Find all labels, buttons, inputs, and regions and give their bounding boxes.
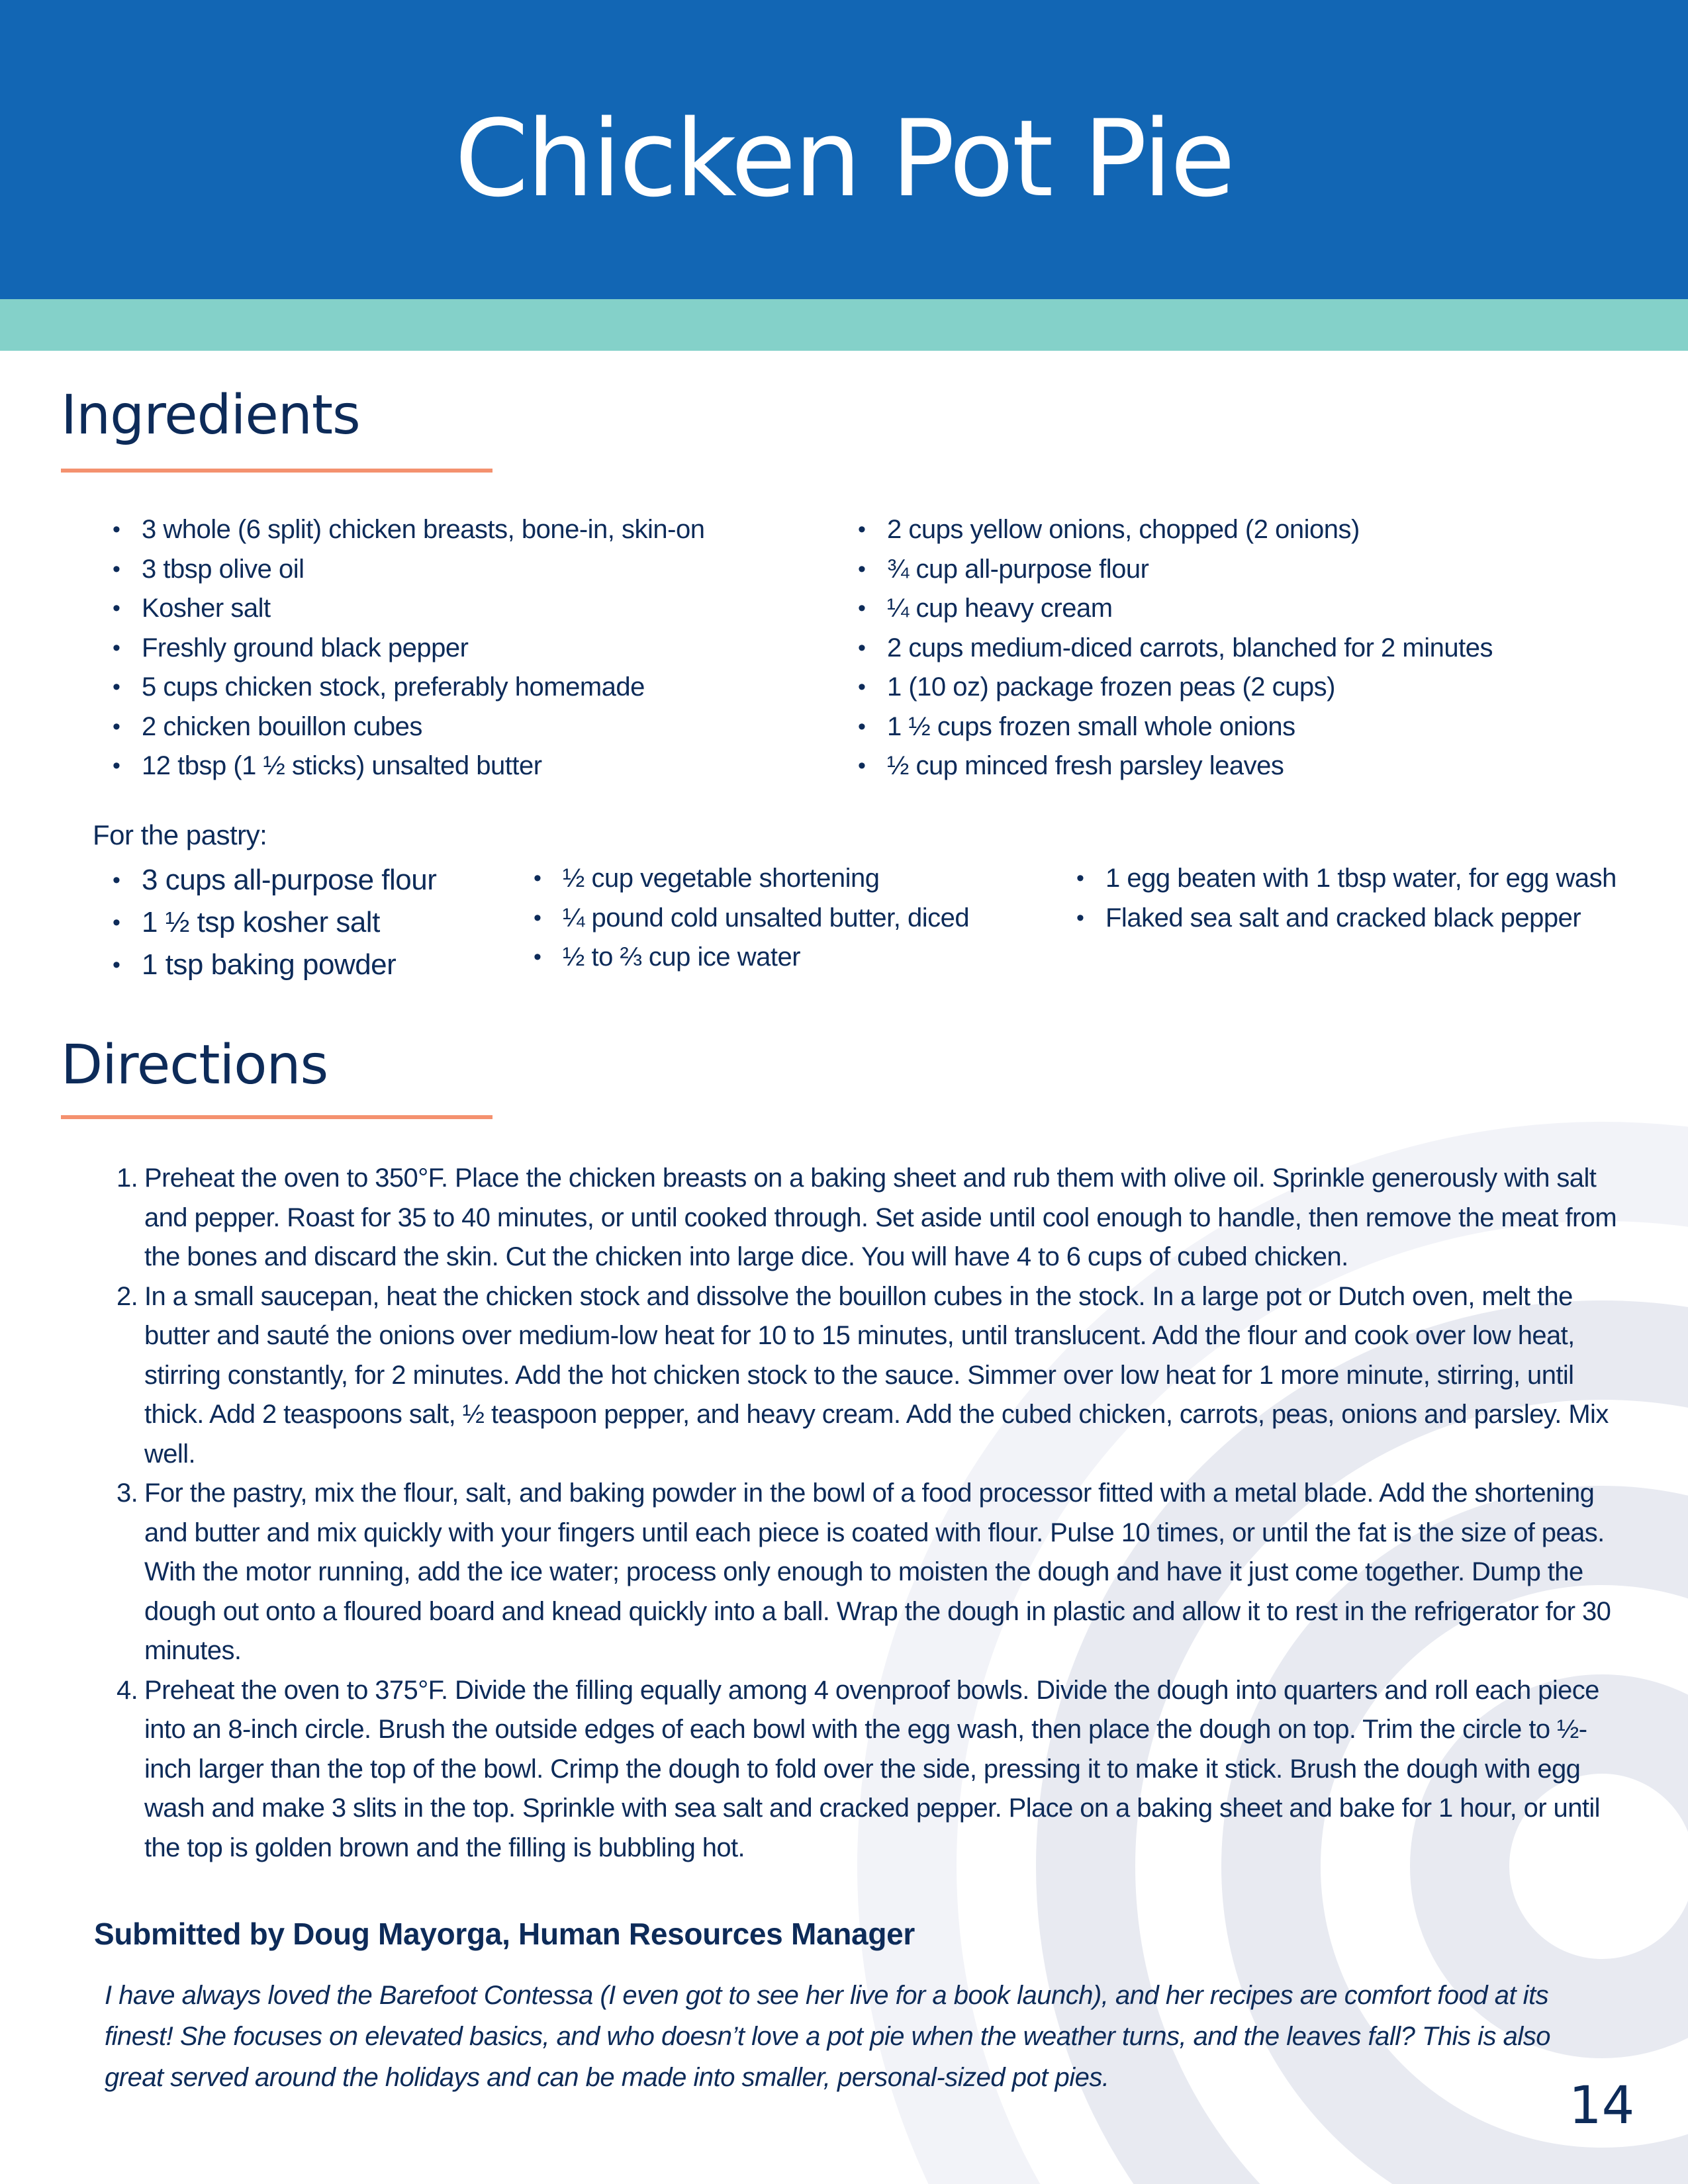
submitted-by: Submitted by Doug Mayorga, Human Resources Manager <box>94 1917 915 1951</box>
direction-step <box>117 1277 1632 1475</box>
step-text: Preheat the oven to 350°F. Place the chicken breasts on a baking sheet and rub them with olive oil. Sprinkle generously with salt and pepper. Roast for 35 to 40 minutes, or until cooked through. Set aside until cool enough to handle, then remove the meat from the bones and discard the skin. Cut the chicken into large dice. You will have 4 to 6 cups of cubed chicken. <box>144 1163 1617 1271</box>
ingredient-item: • 12 tbsp (1 ½ sticks) unsalted butter <box>113 747 704 786</box>
title-banner <box>0 0 1688 299</box>
pastry-ingredient-item: • 1 ½ tsp kosher salt <box>113 901 436 944</box>
step-number: 1. <box>117 1163 138 1193</box>
direction-step <box>117 1159 1632 1277</box>
page-title: Chicken Pot Pie <box>454 97 1234 220</box>
pastry-list-col1 <box>113 859 436 986</box>
step-text: In a small saucepan, heat the chicken stock and dissolve the bouillon cubes in the stock. In a large pot or Dutch oven, melt the butter and sauté the onions over medium-low heat for 10 to 15 minutes, until translucent. Add the flour and cook over low heat, stirring constantly, for 2 minutes. Add the hot chicken stock to the sauce. Simmer over low heat for 1 more minute, stirring, until thick. Add 2 teaspoons salt, ½ teaspoon pepper, and heavy cream. Add the cubed chicken, carrots, peas, onions and parsley. Mix well. <box>144 1281 1609 1469</box>
ingredients-list-left <box>113 510 704 786</box>
step-number: 3. <box>117 1479 138 1508</box>
ingredient-item: • 2 cups yellow onions, chopped (2 onions) <box>858 510 1493 550</box>
pastry-list-col3 <box>1076 859 1617 938</box>
ingredient-item: • Kosher salt <box>113 589 704 629</box>
pastry-ingredient-item: • 3 cups all-purpose flour <box>113 859 436 901</box>
ingredient-item: • ¼ cup heavy cream <box>858 589 1493 629</box>
ingredients-heading: Ingredients <box>61 384 360 447</box>
step-text: Preheat the oven to 375°F. Divide the filling equally among 4 ovenproof bowls. Divide the dough into quarters and roll each piece into an 8-inch circle. Brush the outside edges of each bowl with the egg wash, then place the dough on top. Trim the circle to ½-inch larger than the top of the bowl. Crimp the dough to fold over the side, pressing it to make it stick. Brush the dough with egg wash and make 3 slits in the top. Sprinkle with sea salt and cracked pepper. Place on a baking sheet and bake for 1 hour, or until the top is golden brown and the filling is bubbling hot. <box>144 1675 1600 1862</box>
pastry-ingredient-item: • ½ cup vegetable shortening <box>534 859 969 899</box>
pastry-ingredient-item: • 1 tsp baking powder <box>113 944 436 986</box>
ingredient-item: • 2 cups medium-diced carrots, blanched for 2 minutes <box>858 629 1493 668</box>
ingredients-list-right <box>858 510 1493 786</box>
ingredient-item: • 5 cups chicken stock, preferably homemade <box>113 668 704 707</box>
step-number: 2. <box>117 1281 138 1311</box>
ingredient-item: • 3 whole (6 split) chicken breasts, bone-in, skin-on <box>113 510 704 550</box>
directions-list <box>117 1159 1632 1868</box>
ingredient-item: • 3 tbsp olive oil <box>113 550 704 590</box>
pastry-ingredient-item: • ½ to ⅔ cup ice water <box>534 938 969 978</box>
pastry-list-col2 <box>534 859 969 978</box>
pastry-label: For the pastry: <box>93 819 267 850</box>
step-text: For the pastry, mix the flour, salt, and baking powder in the bowl of a food processor fitted with a metal blade. Add the shortening and butter and mix quickly with your fingers until each piece is coated with flour. Pulse 10 times, or until the fat is the size of peas. With the motor running, add the ice water; process only enough to moisten the dough and have it just come together. Dump the dough out onto a floured board and knead quickly into a ball. Wrap the dough in plastic and allow it to rest in the refrigerator for 30 minutes. <box>144 1479 1611 1665</box>
step-number: 4. <box>117 1675 138 1705</box>
directions-heading-rule <box>61 1115 492 1119</box>
pastry-ingredient-item: • ¼ pound cold unsalted butter, diced <box>534 899 969 938</box>
direction-step <box>117 1671 1632 1868</box>
ingredient-item: • 2 chicken bouillon cubes <box>113 707 704 747</box>
directions-heading: Directions <box>61 1034 328 1097</box>
ingredients-heading-rule <box>61 469 492 473</box>
accent-band <box>0 299 1688 351</box>
ingredient-item: • ½ cup minced fresh parsley leaves <box>858 747 1493 786</box>
ingredient-item: • 1 (10 oz) package frozen peas (2 cups) <box>858 668 1493 707</box>
pastry-ingredient-item: • Flaked sea salt and cracked black pepper <box>1076 899 1617 938</box>
ingredient-item: • 1 ½ cups frozen small whole onions <box>858 707 1493 747</box>
direction-step <box>117 1474 1632 1671</box>
ingredient-item: • Freshly ground black pepper <box>113 629 704 668</box>
ingredient-item: • ¾ cup all-purpose flour <box>858 550 1493 590</box>
page-number: 14 <box>1569 2076 1635 2136</box>
submitter-note: I have always loved the Barefoot Contessa (I even got to see her live for a book launch), and her recipes are comfort food at its finest! She focuses on elevated basics, and who doesn’t love a pot pie when the weather turns, and the leaves fall? This is also great served around the holidays and can be made into smaller, personal-sized pot pies. <box>105 1981 1551 2092</box>
pastry-ingredient-item: • 1 egg beaten with 1 tbsp water, for egg wash <box>1076 859 1617 899</box>
